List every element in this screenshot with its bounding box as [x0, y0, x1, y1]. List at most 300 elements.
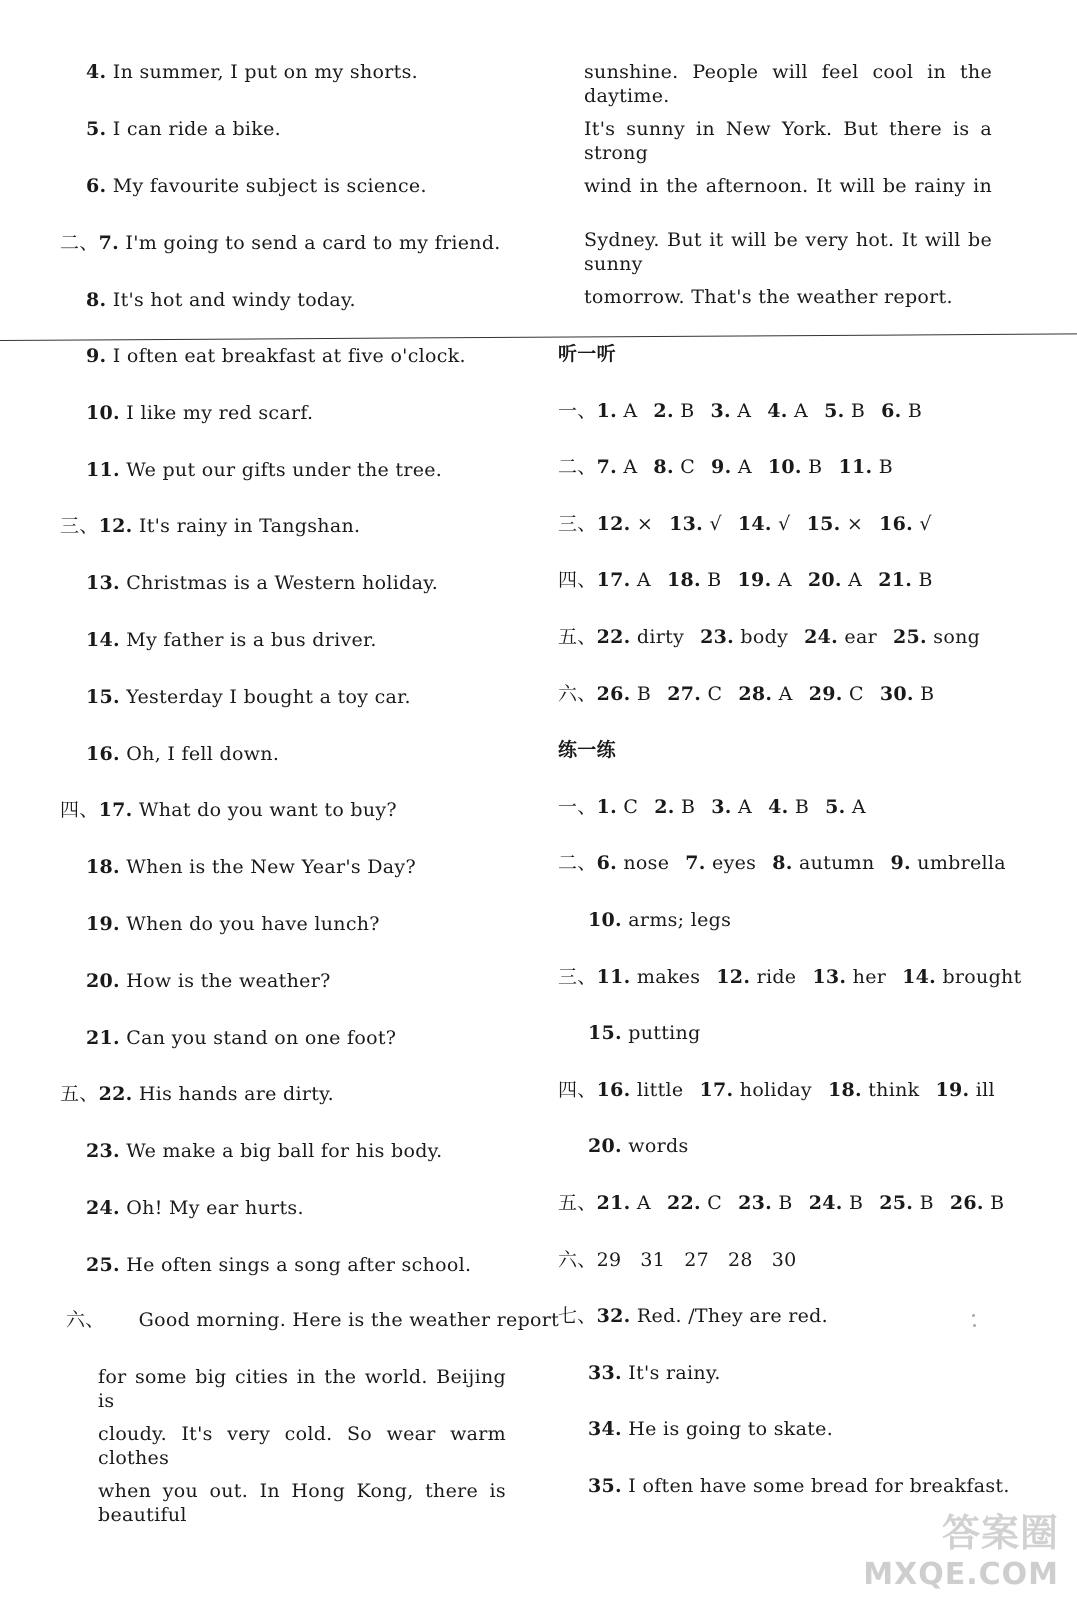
answer-item — [880, 683, 935, 705]
item-text: C — [617, 796, 639, 818]
answer-item — [588, 909, 731, 931]
item-text: What do you want to buy? — [132, 799, 397, 821]
answer-row — [558, 399, 922, 423]
section-marker: 四、 — [60, 799, 99, 821]
item-text: √ — [771, 513, 791, 535]
answer-item — [716, 966, 796, 988]
section-marker: 二、 — [558, 852, 597, 874]
item-text: B — [673, 400, 695, 422]
item-number: 29. — [808, 683, 843, 705]
item-text: B — [844, 400, 866, 422]
item-number: 6. — [86, 175, 107, 197]
answer-row — [588, 1361, 721, 1385]
item-number: 17. — [596, 569, 631, 591]
item-text: His hands are dirty. — [132, 1083, 335, 1105]
section-marker: 五、 — [558, 626, 597, 648]
answer-item — [825, 796, 866, 818]
item-text: Christmas is a Western holiday. — [119, 572, 439, 594]
answer-item — [950, 1192, 1005, 1214]
item-number: 28. — [738, 683, 773, 705]
passage-line: tomorrow. That's the weather report. — [584, 286, 953, 308]
item-number: 19. — [935, 1079, 970, 1101]
answer-row — [558, 851, 1006, 875]
item-text: I often eat breakfast at five o'clock. — [106, 345, 466, 367]
item-number: 26. — [949, 1192, 984, 1214]
item-number: 30. — [879, 683, 914, 705]
item-number: 21. — [878, 569, 913, 591]
item-number: 18. — [86, 856, 120, 878]
item-text: B — [801, 456, 823, 478]
item-text: ill — [969, 1079, 995, 1101]
item-number: 13. — [86, 572, 120, 594]
item-number: 5. — [86, 118, 107, 140]
answer-item — [700, 626, 788, 648]
item-text: I'm going to send a card to my friend. — [119, 232, 501, 254]
answer-item — [597, 569, 651, 591]
answer-row — [558, 512, 932, 536]
item-number: 20. — [588, 1135, 622, 1157]
item-text: My favourite subject is science. — [106, 175, 427, 197]
answer-item — [597, 456, 638, 478]
answer-item — [768, 796, 809, 818]
section-marker: 四、 — [558, 1079, 597, 1101]
item-number: 18. — [827, 1079, 862, 1101]
item-number: 19. — [86, 913, 120, 935]
answer-item — [738, 569, 792, 591]
answer-row — [588, 1134, 689, 1158]
item-text: brought — [936, 966, 1022, 988]
answer-item — [711, 796, 752, 818]
item-number: 16. — [86, 743, 120, 765]
item-number: 14. — [86, 629, 120, 651]
answer-line — [86, 60, 418, 84]
answer-item — [711, 456, 752, 478]
answer-row — [588, 908, 731, 932]
passage-line: It's sunny in New York. But there is a strong — [584, 118, 992, 164]
answer-item — [891, 852, 1006, 874]
item-number: 17. — [98, 799, 133, 821]
answer-item — [588, 1022, 701, 1044]
answer-item — [597, 852, 670, 874]
answer-item — [669, 513, 722, 535]
answer-item — [588, 1418, 833, 1440]
item-number: 3. — [710, 400, 731, 422]
answer-item — [597, 400, 638, 422]
answer-row — [558, 568, 933, 592]
item-text: When do you have lunch? — [119, 913, 380, 935]
item-number: 7. — [596, 456, 618, 478]
item-text: body — [734, 626, 789, 648]
item-number: 7. — [98, 232, 120, 254]
item-text: song — [926, 626, 981, 648]
section-marker: 三、 — [60, 515, 99, 537]
answer-item — [667, 683, 722, 705]
item-text: A — [771, 569, 792, 591]
answer-item — [808, 569, 862, 591]
answer-item — [597, 796, 639, 818]
item-text: putting — [621, 1022, 701, 1044]
item-text: How is the weather? — [119, 970, 331, 992]
answer-line — [60, 514, 360, 538]
item-text: B — [913, 1192, 934, 1214]
item-number: 25. — [86, 1254, 120, 1276]
item-number: 25. — [879, 1192, 914, 1214]
item-text: B — [983, 1192, 1005, 1214]
answer-item — [597, 1079, 684, 1101]
item-number: 10. — [588, 909, 622, 931]
item-number: 22. — [98, 1083, 133, 1105]
scan-dot — [972, 1314, 975, 1317]
item-number: 21. — [86, 1027, 120, 1049]
item-number: 1. — [596, 796, 618, 818]
answer-item — [804, 626, 877, 648]
section-marker: 七、 — [558, 1305, 597, 1327]
item-number: 9. — [711, 456, 732, 478]
answer-line — [86, 1026, 396, 1050]
item-text: B — [872, 456, 894, 478]
item-text: A — [630, 1192, 651, 1214]
answer-row — [588, 1417, 833, 1441]
item-number: 10. — [767, 456, 802, 478]
item-text: It's rainy. — [621, 1362, 721, 1384]
item-text: C — [700, 1192, 723, 1214]
item-text: C — [673, 456, 696, 478]
answer-line — [86, 344, 466, 368]
answer-item — [828, 1079, 920, 1101]
item-text: B — [901, 400, 923, 422]
item-text: I can ride a bike. — [106, 118, 281, 140]
item-text: We make a big ball for his body. — [119, 1140, 443, 1162]
item-text: B — [772, 1192, 793, 1214]
item-text: A — [845, 796, 866, 818]
item-text: A — [617, 456, 638, 478]
item-number: 9. — [890, 852, 911, 874]
answer-line — [86, 174, 427, 198]
item-text: We put our gifts under the tree. — [119, 459, 443, 481]
answer-item — [902, 966, 1021, 988]
answer-line — [86, 685, 411, 709]
item-number: 18. — [666, 569, 701, 591]
item-text: think — [861, 1079, 920, 1101]
item-number: 15. — [86, 686, 120, 708]
item-number: 4. — [86, 61, 107, 83]
section-marker: 三、 — [558, 966, 597, 988]
answer-item — [879, 513, 932, 535]
item-number: 6. — [881, 400, 902, 422]
item-number: 4. — [768, 796, 789, 818]
item-text: B — [630, 683, 652, 705]
item-text: nose — [617, 852, 670, 874]
section-divider — [0, 333, 1077, 341]
item-text: umbrella — [910, 852, 1006, 874]
item-text: I like my red scarf. — [119, 402, 314, 424]
item-number: 8. — [772, 852, 793, 874]
item-number: 10. — [86, 402, 120, 424]
passage-text: Good morning. Here is the weather report — [138, 1309, 560, 1331]
item-number: 8. — [653, 456, 674, 478]
passage-line: cloudy. It's very cold. So wear warm clothes — [98, 1423, 506, 1469]
item-number: 23. — [738, 1192, 773, 1214]
answer-item — [824, 400, 865, 422]
item-text: A — [731, 456, 752, 478]
item-text: Oh, I fell down. — [119, 743, 280, 765]
item-number: 3. — [711, 796, 732, 818]
item-number: 27. — [667, 683, 702, 705]
item-number: 13. — [812, 966, 847, 988]
item-text: her — [846, 966, 887, 988]
answer-row — [558, 455, 893, 479]
item-number: 35. — [588, 1475, 622, 1497]
item-text: B — [788, 796, 810, 818]
answer-item — [653, 456, 695, 478]
item-text: I often have some bread for breakfast. — [621, 1475, 1010, 1497]
item-number: 20. — [807, 569, 842, 591]
section-marker: 三、 — [558, 513, 597, 535]
answer-line — [86, 458, 442, 482]
watermark-logo: 答案圈 — [941, 1511, 1059, 1555]
answer-row — [588, 1474, 1010, 1498]
answer-line — [86, 401, 313, 425]
item-text: B — [674, 796, 696, 818]
answer-line — [86, 1139, 443, 1163]
item-text: It's rainy in Tangshan. — [132, 515, 361, 537]
answer-line — [86, 912, 380, 936]
item-number: 7. — [685, 852, 706, 874]
answer-line — [86, 742, 279, 766]
answer-line — [86, 117, 281, 141]
item-text: Red. /They are red. — [630, 1305, 828, 1327]
item-text: Can you stand on one foot? — [119, 1027, 397, 1049]
answer-item — [807, 513, 864, 535]
item-number: 22. — [596, 626, 631, 648]
scan-dot — [973, 1324, 976, 1327]
section-marker: 一、 — [558, 400, 597, 422]
answer-row — [588, 1021, 701, 1045]
answer-item — [809, 683, 864, 705]
item-number: 23. — [86, 1140, 120, 1162]
watermark-url: MXQE.COM — [863, 1557, 1059, 1592]
item-text: A — [841, 569, 863, 591]
answer-item — [667, 569, 722, 591]
item-number: 12. — [716, 966, 751, 988]
item-text: B — [913, 683, 935, 705]
passage-line: sunshine. People will feel cool in the daytime. — [584, 61, 992, 107]
item-number: 9. — [86, 345, 107, 367]
item-text: B — [700, 569, 722, 591]
answer-line — [86, 1196, 304, 1220]
item-number: 2. — [653, 400, 674, 422]
item-text: dirty — [630, 626, 685, 648]
answer-item — [588, 1362, 721, 1384]
item-text: autumn — [792, 852, 875, 874]
item-text: A — [787, 400, 809, 422]
answer-row — [558, 965, 1022, 989]
answer-line — [86, 1253, 471, 1277]
item-text: ride — [750, 966, 797, 988]
item-text: A — [772, 683, 793, 705]
answer-item — [588, 1475, 1010, 1497]
item-number: 24. — [804, 626, 839, 648]
item-text: √ — [703, 513, 722, 535]
passage-line: Sydney. But it will be very hot. It will be sunny — [584, 229, 992, 275]
item-number: 2. — [654, 796, 675, 818]
item-number: 4. — [767, 400, 788, 422]
answer-item — [597, 626, 685, 648]
answer-line — [86, 969, 331, 993]
item-number: 16. — [596, 1079, 631, 1101]
item-number: 24. — [86, 1197, 120, 1219]
item-number: 15. — [588, 1022, 622, 1044]
passage-line: for some big cities in the world. Beijing is — [98, 1366, 506, 1412]
item-number: 12. — [98, 515, 133, 537]
item-text: When is the New Year's Day? — [119, 856, 416, 878]
item-number: 13. — [669, 513, 704, 535]
item-number: 22. — [666, 1192, 701, 1214]
item-number: 16. — [879, 513, 914, 535]
item-text: × — [630, 513, 654, 535]
passage-line: wind in the afternoon. It will be rainy in — [584, 175, 992, 197]
item-number: 6. — [596, 852, 618, 874]
item-number: 15. — [806, 513, 841, 535]
item-text: little — [630, 1079, 684, 1101]
section-marker: 五、 — [558, 1192, 597, 1214]
answer-line — [86, 288, 356, 312]
answer-row — [558, 1304, 828, 1328]
section-marker: 二、 — [60, 232, 99, 254]
item-text: He often sings a song after school. — [119, 1254, 472, 1276]
answer-line — [60, 1082, 334, 1106]
item-number: 1. — [596, 400, 618, 422]
item-text: √ — [913, 513, 932, 535]
item-number: 12. — [596, 513, 631, 535]
item-text: A — [731, 796, 753, 818]
section-marker: 六、 — [558, 1249, 597, 1271]
answer-row — [558, 682, 934, 706]
item-number: 11. — [86, 459, 120, 481]
item-number: 14. — [737, 513, 772, 535]
answer-item — [935, 1079, 994, 1101]
passage-line — [66, 1308, 559, 1332]
item-number: 8. — [86, 289, 107, 311]
item-text: Oh! My ear hurts. — [119, 1197, 304, 1219]
item-number: 20. — [86, 970, 120, 992]
item-text: B — [842, 1192, 864, 1214]
item-text: ear — [838, 626, 877, 648]
item-text: A — [730, 400, 752, 422]
item-number: 21. — [596, 1192, 631, 1214]
item-number: 33. — [588, 1362, 622, 1384]
answer-item — [588, 1135, 689, 1157]
item-text: C — [842, 683, 864, 705]
item-text: makes — [630, 966, 701, 988]
item-number: 5. — [825, 796, 846, 818]
answer-item — [893, 626, 980, 648]
answer-item — [738, 1192, 793, 1214]
answer-row — [558, 1248, 797, 1272]
item-number: 17. — [699, 1079, 734, 1101]
answer-item — [667, 1192, 722, 1214]
item-number: 19. — [737, 569, 772, 591]
item-text: He is going to skate. — [621, 1418, 834, 1440]
item-text: My father is a bus driver. — [119, 629, 377, 651]
answer-line — [86, 855, 416, 879]
answer-row — [558, 1078, 995, 1102]
answer-item — [767, 400, 808, 422]
item-text: eyes — [705, 852, 757, 874]
watermark — [863, 1502, 1059, 1592]
item-text: It's hot and windy today. — [106, 289, 356, 311]
item-number: 24. — [808, 1192, 843, 1214]
answer-item — [768, 456, 823, 478]
item-number: 11. — [596, 966, 631, 988]
item-text: Yesterday I bought a toy car. — [119, 686, 411, 708]
section-marker: 五、 — [60, 1083, 99, 1105]
section-marker: 六、 — [66, 1309, 105, 1331]
answer-line — [86, 571, 438, 595]
item-number: 11. — [838, 456, 873, 478]
answer-item — [653, 400, 694, 422]
item-text: words — [621, 1135, 689, 1157]
answer-row — [558, 795, 866, 819]
item-text: holiday — [733, 1079, 812, 1101]
answer-item — [879, 1192, 934, 1214]
answer-item — [838, 456, 893, 478]
answer-line — [60, 231, 501, 255]
passage-line: when you out. In Hong Kong, there is beautiful — [98, 1480, 506, 1526]
section-marker: 四、 — [558, 569, 597, 591]
section-heading: 听一听 — [558, 343, 616, 365]
item-text: A — [617, 400, 638, 422]
item-text: A — [630, 569, 651, 591]
section-marker: 一、 — [558, 796, 597, 818]
answer-item — [597, 683, 652, 705]
answer-item — [654, 796, 695, 818]
answer-sequence: 29 31 27 28 30 — [596, 1249, 797, 1271]
item-number: 23. — [700, 626, 735, 648]
answer-item — [597, 513, 654, 535]
item-text: In summer, I put on my shorts. — [106, 61, 418, 83]
answer-item — [685, 852, 756, 874]
item-number: 34. — [588, 1418, 622, 1440]
item-number: 26. — [596, 683, 631, 705]
answer-item — [881, 400, 922, 422]
section-marker: 二、 — [558, 456, 597, 478]
answer-item — [597, 1192, 651, 1214]
item-number: 25. — [893, 626, 927, 648]
section-marker: 六、 — [558, 683, 597, 705]
item-text: × — [840, 513, 864, 535]
answer-item — [809, 1192, 864, 1214]
answer-item — [878, 569, 933, 591]
answer-item — [597, 1305, 828, 1327]
answer-item — [597, 966, 701, 988]
answer-line — [86, 628, 377, 652]
item-number: 32. — [596, 1305, 631, 1327]
answer-item — [738, 513, 791, 535]
answer-item — [812, 966, 886, 988]
item-text: B — [912, 569, 933, 591]
answer-item — [772, 852, 874, 874]
answer-item — [699, 1079, 811, 1101]
answer-item — [710, 400, 751, 422]
answer-line — [60, 798, 397, 822]
section-heading: 练一练 — [558, 739, 616, 761]
answer-row — [558, 1191, 1004, 1215]
answer-row — [558, 625, 980, 649]
answer-item — [738, 683, 792, 705]
item-number: 5. — [824, 400, 845, 422]
item-text: arms; legs — [621, 909, 732, 931]
